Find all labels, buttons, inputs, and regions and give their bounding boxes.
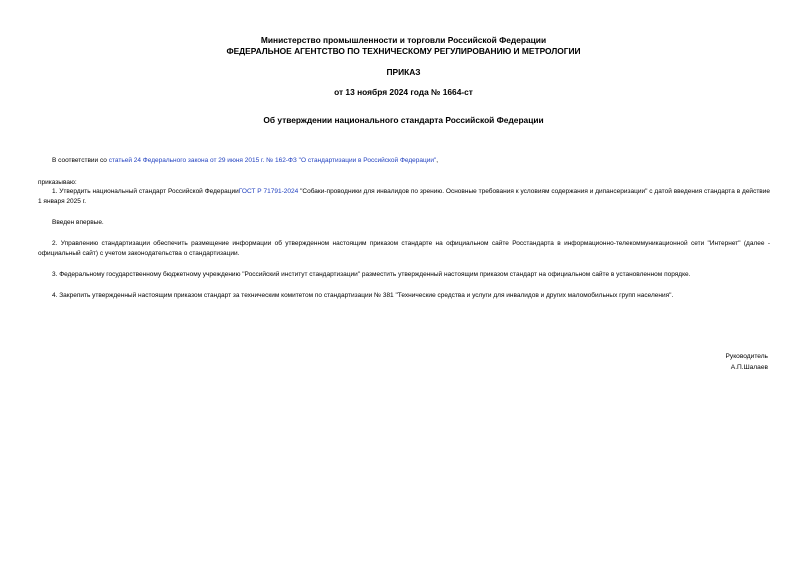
ministry-title: Министерство промышленности и торговли Российской Федерации (260, 35, 547, 45)
signature-name: А.П.Шалаев (730, 364, 768, 371)
item-1-prefix: 1. Утвердить национальный стандарт Российской Федерации (52, 188, 239, 195)
order-word: приказываю: (38, 179, 77, 186)
signature-position: Руководитель (725, 353, 768, 360)
preamble-suffix: , (436, 157, 439, 164)
gost-standard-link[interactable]: ГОСТ Р 71791-2024 (238, 188, 299, 195)
item-1-suffix: "Собаки-проводники для инвалидов по зрению. Основные требования к условиям содержания и дипансеризации" с датой введения стандарта в действие 1 января 2025 г. (38, 188, 770, 205)
doc-date-number: от 13 ноября 2024 года № 1664-ст (334, 87, 473, 97)
preamble-prefix: В соответствии со (52, 157, 109, 164)
doc-type-title: ПРИКАЗ (386, 67, 421, 77)
item-1-paragraph (38, 187, 770, 206)
intro-note: Введен впервые. (52, 219, 104, 226)
doc-subject-title: Об утверждении национального стандарта Российской Федерации (263, 115, 544, 125)
preamble-paragraph (52, 156, 772, 166)
item-4-paragraph: 4. Закрепить утвержденный настоящим приказом стандарт за техническим комитетом по стандартизации № 381 "Технические средства и услуги для инвалидов и других маломобильных групп населения". (52, 292, 674, 299)
item-2-paragraph: 2. Управлению стандартизации обеспечить размещение информации об утвержденном настоящим приказом стандарте на официальном сайте Росстандарта в информационно-телекоммуникационной сети "Интернет" (далее - официальный сайт) с учетом законодательства о стандартизации. (38, 240, 770, 257)
item-3-paragraph: 3. Федеральному государственному бюджетному учреждению "Российский институт стандартизации" разместить утвержденный настоящим приказом стандарт на официальном сайте в установленном порядке. (52, 271, 691, 278)
agency-title: ФЕДЕРАЛЬНОЕ АГЕНТСТВО ПО ТЕХНИЧЕСКОМУ РЕГУЛИРОВАНИЮ И МЕТРОЛОГИИ (226, 46, 581, 56)
federal-law-link[interactable]: статьей 24 Федерального закона от 29 июня 2015 г. № 162-ФЗ "О стандартизации в Российской Федерации" (108, 157, 437, 164)
